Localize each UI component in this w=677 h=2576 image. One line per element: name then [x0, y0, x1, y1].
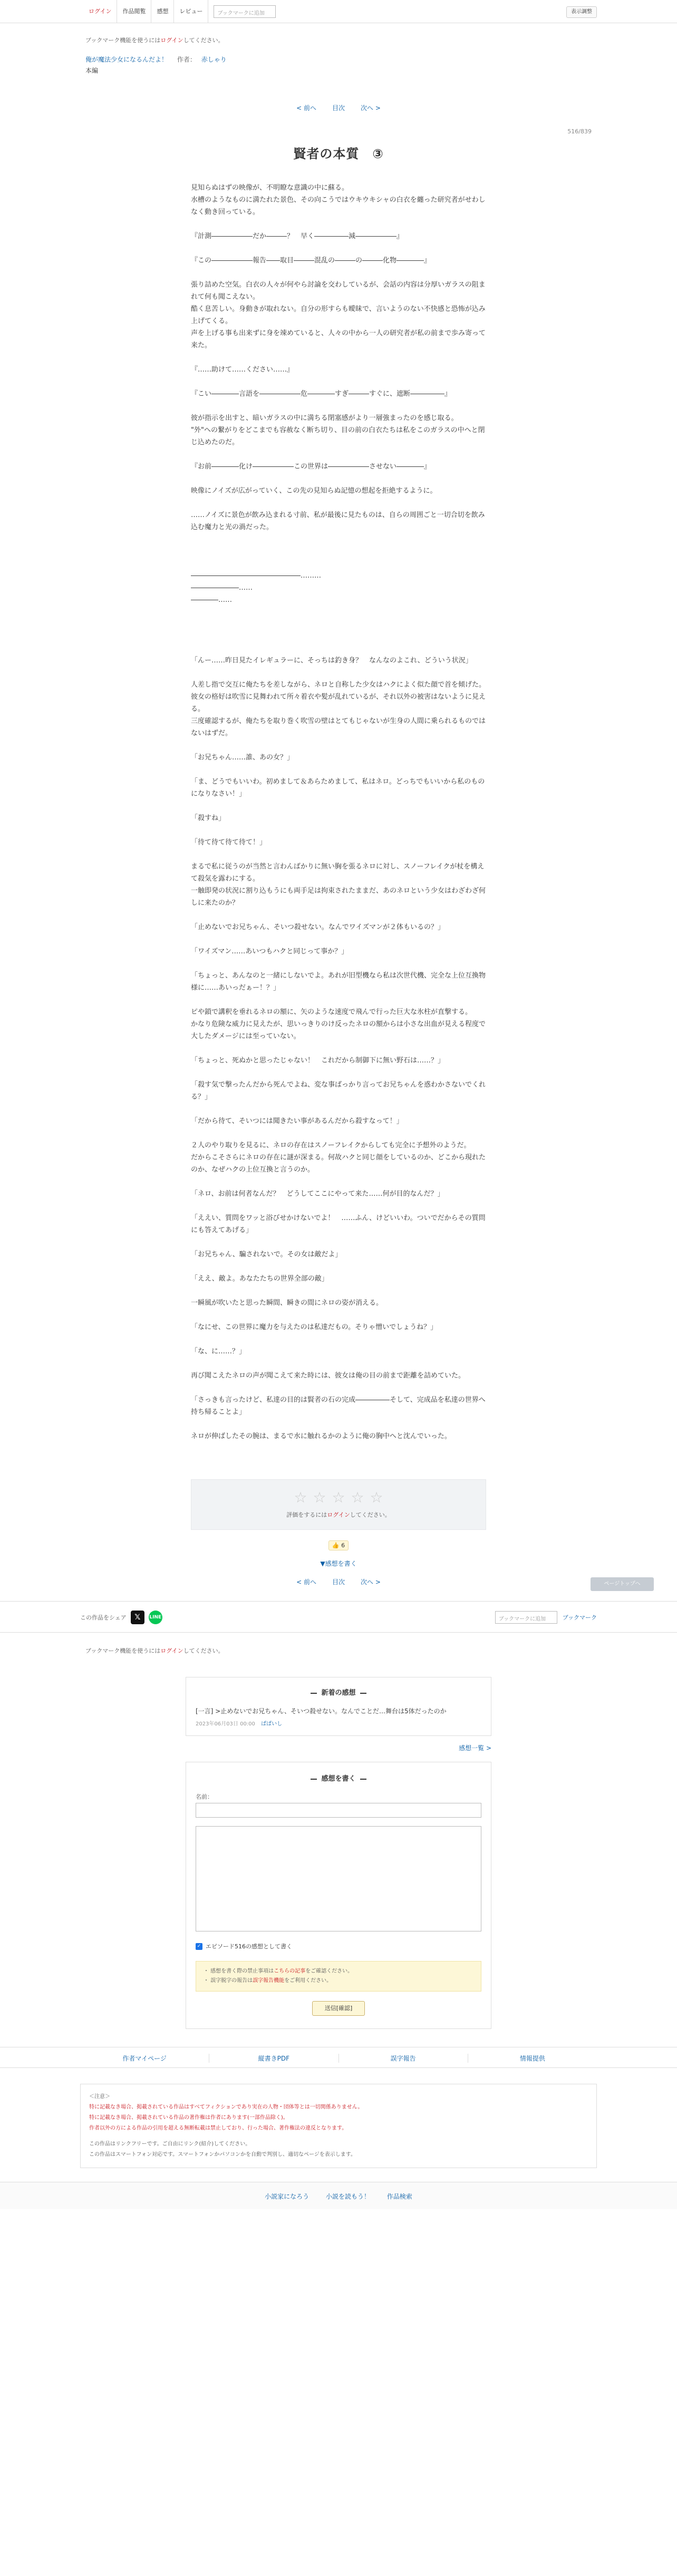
novel-paragraph: [191, 376, 486, 388]
novel-paragraph: [191, 630, 486, 642]
episode-title: 賢者の本質 ③: [293, 147, 384, 161]
novel-paragraph: 水槽のようなものに満たれた景色、その向こうではウキウキシャの白衣を纏った研究者がせわしなく動き回っている。: [191, 196, 486, 216]
next-link[interactable]: 次へ >: [361, 1578, 381, 1586]
novel-paragraph: ―――――――……: [191, 584, 253, 592]
novel-paragraph: 彼女の格好は吹雪に見舞われて所々着衣や髪が乱れているが、それ以外の被害はないように見える。: [191, 693, 486, 713]
rules-article-link[interactable]: こちらの記事: [274, 1968, 306, 1974]
write-impression-link[interactable]: ▼感想を書く: [320, 1560, 357, 1567]
novel-paragraph: 声を上げる事も出来ずに身を竦めていると、人々の中から一人の研究者が私の前まで歩み寄って来た。: [191, 329, 486, 349]
footer: [0, 2182, 677, 2209]
novel-paragraph: [191, 1127, 486, 1139]
novel-paragraph: [191, 1261, 486, 1273]
novel-body: [191, 182, 486, 1442]
novel-paragraph: [191, 1309, 486, 1321]
novel-paragraph: [191, 448, 486, 461]
novel-paragraph: 一触即発の状況に割り込もうにも両手足は拘束されたままだ、あのネロという少女はわざわざ何しに来たのか？: [191, 887, 486, 907]
impression-textarea[interactable]: [196, 1826, 481, 1931]
novel-paragraph: ネロが伸ばしたその腕は、まるで水に触れるかのように俺の胸中へと沈んでいった。: [191, 1432, 451, 1440]
novel-paragraph: 「ちょっと、あんなのと一緒にしないでよ。あれが旧型機なら私は次世代機、完全な上位互換物様に……あいっだぁー！？」: [191, 972, 486, 992]
author-page-link[interactable]: 作者マイページ: [80, 2054, 209, 2063]
novel-paragraph: 「ええ、敵よ。あなたたちの世界全部の敵」: [191, 1275, 328, 1283]
impression-date: 2023年06月03日 00:00: [196, 1721, 255, 1727]
novel-paragraph: [191, 1200, 486, 1212]
novel-paragraph: ……ノイズに景色が飲み込まれる寸前、私が最後に見たものは、自らの周囲ごと一切合切を飲み込む魔力と光の渦だった。: [191, 511, 485, 531]
series-info: [80, 55, 597, 75]
novel-paragraph: [191, 642, 486, 655]
novel-paragraph: 「ま、どうでもいいわ。初めまして＆あらためまして、私はネロ。どっちでもいいから私のものになりなさい！」: [191, 778, 485, 798]
novel-paragraph: 酷く息苦しい。身動きが取れない。自分の形すらも曖昧で、言いようのない不快感と恐怖が込み上げてくる。: [191, 305, 486, 325]
novel-paragraph: [191, 958, 486, 970]
novel-paragraph: ――――――――――――――――………: [191, 572, 321, 580]
top-bar: [0, 0, 677, 23]
novel-paragraph: ピや鎖で講釈を垂れるネロの額に、矢のような速度で飛んで行った巨大な氷柱が直撃する。: [191, 1008, 472, 1016]
novel-paragraph: [191, 1333, 486, 1345]
pager-top: [80, 103, 597, 112]
novel-paragraph: [191, 1176, 486, 1188]
caution-copyright: 特に記載なき場合、掲載されている作品の著作権は作者にあります(一部作品除く)。: [89, 2115, 288, 2121]
novel-paragraph: 「さっきも言ったけど、私達の目的は賢者の石の完成―――――そして、完成品を私達の世界へ持ち帰ることよ」: [191, 1396, 486, 1416]
impressions-list-link[interactable]: 感想一覧 >: [459, 1744, 491, 1752]
novel-paragraph: まるで私に従うのが当然と言わんばかりに無い胸を張るネロに対し、スノーフレイクが杖を構えて殺気を露わにする。: [191, 863, 485, 883]
novel-paragraph: [191, 606, 486, 618]
login-link[interactable]: ログイン: [160, 37, 183, 44]
novel-paragraph: 一瞬風が吹いたと思った瞬間、瞬きの間にネロの姿が消える。: [191, 1299, 383, 1307]
novel-paragraph: [191, 1418, 486, 1430]
typo-report-link[interactable]: 誤字報告: [339, 2054, 468, 2063]
top-nav: [83, 0, 208, 23]
index-link[interactable]: 目次: [332, 1578, 345, 1586]
rating-note: 評価をするにはログインしてください。: [286, 1511, 391, 1518]
novel-paragraph: 映像にノイズが広がっていく、この先の見知らぬ記憶の想起を拒絶するように。: [191, 487, 437, 495]
novel-paragraph: 「だから待て、そいつには聞きたい事があるんだから殺すなって！」: [191, 1117, 403, 1125]
latest-impression-meta: [196, 1719, 481, 1727]
novel-paragraph: 「お兄ちゃん、騙されないで。その女は敵だよ」: [191, 1251, 342, 1258]
novel-paragraph: [191, 242, 486, 255]
share-row: [0, 1601, 677, 1633]
author-label: 作者：: [177, 56, 196, 63]
novel-paragraph: 『……助けて……ください……』: [191, 366, 294, 374]
typo-report-link[interactable]: 誤字報告機能: [253, 1978, 285, 1984]
novel-paragraph: 「ネロ、お前は何者なんだ？ どうしてここにやって来た……何が目的なんだ？」: [191, 1190, 444, 1198]
nav-login[interactable]: ログイン: [89, 8, 112, 15]
info-report-link[interactable]: 情報提供: [519, 2054, 545, 2062]
episode-checkbox-row[interactable]: [196, 1942, 481, 1950]
caution-fiction: 特に記載なき場合、掲載されている作品はすべてフィクションであり実在の人物・団体等とは一切関係ありません。: [89, 2104, 363, 2110]
novel-paragraph: 「お兄ちゃん……誰、あの女？」: [191, 754, 294, 762]
star-icon[interactable]: ☆: [370, 1489, 383, 1506]
prev-link[interactable]: < 前へ: [296, 104, 316, 112]
novel-paragraph: 「んー……昨日見たイレギュラーに、そっちは釣き身？ なんなのよこれ、どういう状況」: [191, 657, 472, 665]
novel-paragraph: 「なにせ、この世界に魔力を与えたのは私達だもの。そりゃ憎いでしょうね？」: [191, 1323, 438, 1331]
novel-paragraph: かなり危険な威力に見えたが、思いっきりのけ反ったネロの額からは小さな出血が見える程度で大したダメージには至っていない。: [191, 1020, 486, 1040]
footer-link-narou[interactable]: 小説家になろう: [265, 2193, 310, 2200]
novel-paragraph: [191, 1358, 486, 1370]
novel-paragraph: [191, 218, 486, 230]
novel-paragraph: ２人のやり取りを見るに、ネロの存在はスノーフレイクからしても完全に予想外のようだ。: [191, 1141, 471, 1149]
caution-reprint: 作者以外の方による作品の引用を超える無断転載は禁止しており、行った場合、著作権法の違反となります。: [89, 2125, 347, 2131]
latest-impressions-box: [186, 1677, 491, 1736]
bookmark-login-note: ブックマーク機能を使うにはログインしてください。: [85, 37, 224, 44]
novel-paragraph: 「待て待て待て待て！」: [191, 838, 267, 846]
footer-link-yomou[interactable]: 小説を読もう！: [325, 2193, 370, 2200]
novel-paragraph: [191, 933, 486, 945]
bookmark-button[interactable]: ブックマーク: [562, 1614, 597, 1621]
nav-reviews[interactable]: レビュー: [173, 0, 208, 23]
caution-box: [80, 2084, 597, 2168]
login-link[interactable]: ログイン: [160, 1647, 183, 1654]
rating-login-link[interactable]: ログイン: [327, 1511, 350, 1518]
novel-paragraph: [191, 352, 486, 364]
form-notice: ・ 感想を書く際の禁止事項はこちらの記事をご確認ください。 ・ 誤字脱字の報告は誤字報告機能をご利用ください。: [196, 1961, 481, 1992]
novel-paragraph: 「殺す気で撃ったんだから死んでよね、変な事ばっかり言ってお兄ちゃんを惑わかさないでくれる？」: [191, 1081, 486, 1101]
novel-paragraph: 「な、に……？」: [191, 1348, 246, 1355]
novel-paragraph: 彼が指示を出すと、暗いガラスの中に満ちる閉塞感がより一層強まったのを感じ取る。: [191, 414, 458, 422]
page-number: 516/839: [567, 128, 592, 135]
checkbox-checked-icon[interactable]: ✓: [196, 1943, 202, 1950]
caution-smartphone: この作品はスマートフォン対応です。スマートフォンかパソコンかを自動で判別し、適切なページを表示します。: [89, 2152, 356, 2158]
novel-paragraph: 『こい――――言語を――――――危――――すぎ―――すぐに、遮断―――――』: [191, 390, 452, 398]
novel-paragraph: 『この――――――報告――取目―――混乱の―――の―――化物――――』: [191, 257, 431, 265]
name-label: 名前：: [196, 1793, 213, 1800]
impression-user-link[interactable]: ぱぱいし: [261, 1721, 283, 1727]
chapter-subtitle: 本編: [85, 67, 99, 74]
impression-form: [186, 1762, 491, 2029]
novel-paragraph: [191, 1285, 486, 1297]
novel-paragraph: 『お前――――化け――――――この世界は――――――させない――――』: [191, 463, 431, 471]
page-top-button[interactable]: ページトップへ: [591, 1577, 654, 1591]
novel-paragraph: 人差し指で交互に俺たちを差しながら、ネロと自称した少女はハクによく似た顔で首を傾げた。: [191, 681, 486, 689]
author-link[interactable]: 赤しゃり: [201, 56, 227, 63]
novel-paragraph: [191, 909, 486, 921]
novel-paragraph: [191, 764, 486, 776]
novel-paragraph: [191, 497, 486, 509]
novel-paragraph: ――――……: [191, 596, 232, 604]
novel-paragraph: [191, 533, 486, 545]
rating-box: [191, 1479, 486, 1530]
nav-impressions[interactable]: 感想: [151, 0, 173, 23]
prev-link[interactable]: < 前へ: [296, 1578, 316, 1586]
novel-paragraph: 張り詰めた空気。白衣の人々が何やら討論を交わしているが、会話の内容は分厚いガラスの阻まれて何も聞こえない。: [191, 281, 486, 301]
latest-impression-text[interactable]: [一言] >止めないでお兄ちゃん、そいつ殺せない。なんでことだ…舞台は5体だったのか: [196, 1707, 447, 1715]
star-icon[interactable]: ☆: [294, 1489, 307, 1506]
novel-paragraph: [191, 558, 486, 570]
star-icon[interactable]: ☆: [313, 1489, 326, 1506]
novel-paragraph: 「ちょっと、死ぬかと思ったじゃない！ これだから制御下に無い野石は……？」: [191, 1057, 445, 1065]
footer-link-search[interactable]: 作品検索: [386, 2193, 412, 2200]
reaction-row: [0, 1540, 677, 1550]
name-input[interactable]: [196, 1803, 481, 1818]
novel-paragraph: 「殺すね」: [191, 814, 226, 822]
novel-paragraph: [191, 267, 486, 279]
star-icon[interactable]: ☆: [351, 1489, 364, 1506]
novel-paragraph: [191, 1067, 486, 1079]
novel-paragraph: [191, 800, 486, 812]
nav-works[interactable]: 作品閲覧: [117, 0, 151, 23]
caution-title: ＜注意＞: [89, 2094, 110, 2100]
novel-paragraph: "外"への繋がりをどこまでも容赦なく断ち切り、目の前の白衣たちは私をこのガラスの中へと閉じ込めたのだ。: [191, 426, 485, 446]
line-share-icon[interactable]: LINE: [149, 1611, 162, 1624]
novel-paragraph: [191, 1236, 486, 1248]
display-settings-button[interactable]: 表示調整: [566, 6, 597, 18]
novel-paragraph: 三度確認するが、俺たちを取り巻く吹雪の壁はとてもじゃないが生身の人間に乗られるものではないはずだ。: [191, 717, 486, 737]
bookmark-add-field[interactable]: ブックマークに追加: [214, 5, 276, 18]
bookmark-login-note: ブックマーク機能を使うにはログインしてください。: [85, 1647, 224, 1654]
novel-paragraph: [191, 400, 486, 412]
series-title-link[interactable]: 俺が魔法少女になるんだよ！: [85, 56, 168, 63]
novel-paragraph: [191, 545, 486, 558]
novel-paragraph: 『計測――――――だか―――？ 早く―――――減――――――』: [191, 232, 404, 240]
novel-paragraph: [191, 739, 486, 752]
latest-heading: 新着の感想: [321, 1689, 356, 1697]
novel-paragraph: 「止めないでお兄ちゃん、そいつ殺せない。なんでワイズマンが２体もいるの？」: [191, 923, 445, 931]
rating-stars: [191, 1490, 486, 1505]
caution-linkfree: この作品はリンクフリーです。ご自由にリンク(紹介)してください。: [89, 2141, 251, 2147]
thumbs-up-icon[interactable]: 👍 6: [328, 1540, 349, 1550]
novel-paragraph: 見知らぬはずの映像が、不明瞭な意識の中に蘇る。: [191, 184, 349, 192]
form-heading: 感想を書く: [321, 1775, 356, 1783]
index-link[interactable]: 目次: [332, 104, 345, 112]
novel-paragraph: [191, 667, 486, 679]
submit-button[interactable]: 送信[確認]: [312, 2001, 365, 2016]
novel-paragraph: だからこそさらにネロの存在に謎が深まる。何故ハクと同じ顔をしているのか、どこから現れたのか、なぜハクの上位互換と言うのか。: [191, 1154, 486, 1174]
novel-paragraph: [191, 1382, 486, 1394]
novel-paragraph: [191, 848, 486, 861]
checkbox-label: エピソード516の感想として書く: [206, 1943, 292, 1950]
novel-paragraph: [191, 473, 486, 485]
x-share-icon[interactable]: 𝕏: [131, 1611, 144, 1624]
novel-paragraph: 「ええい、質問をワッと浴びせかけないでよ！ ……ふん、けどいいわ。ついでだからその質問にも答えてあげる」: [191, 1214, 486, 1234]
share-label: この作品をシェア: [80, 1614, 127, 1621]
novel-paragraph: 「ワイズマン……あいつもハクと同じって事か？」: [191, 948, 349, 955]
novel-paragraph: [191, 1103, 486, 1115]
star-icon[interactable]: ☆: [332, 1489, 345, 1506]
novel-paragraph: 再び聞こえたネロの声が聞こえて来た時には、彼女は俺の目の前まで距離を詰めていた。: [191, 1372, 466, 1380]
novel-paragraph: [191, 994, 486, 1006]
novel-paragraph: [191, 824, 486, 836]
pager-bottom: [80, 1577, 597, 1586]
next-link[interactable]: 次へ >: [361, 104, 381, 112]
novel-paragraph: [191, 618, 486, 630]
vertical-pdf-link[interactable]: 縦書きPDF: [209, 2054, 338, 2063]
bottom-links: [0, 2047, 677, 2068]
bookmark-add-field[interactable]: ブックマークに追加: [495, 1611, 557, 1624]
novel-paragraph: [191, 1042, 486, 1055]
